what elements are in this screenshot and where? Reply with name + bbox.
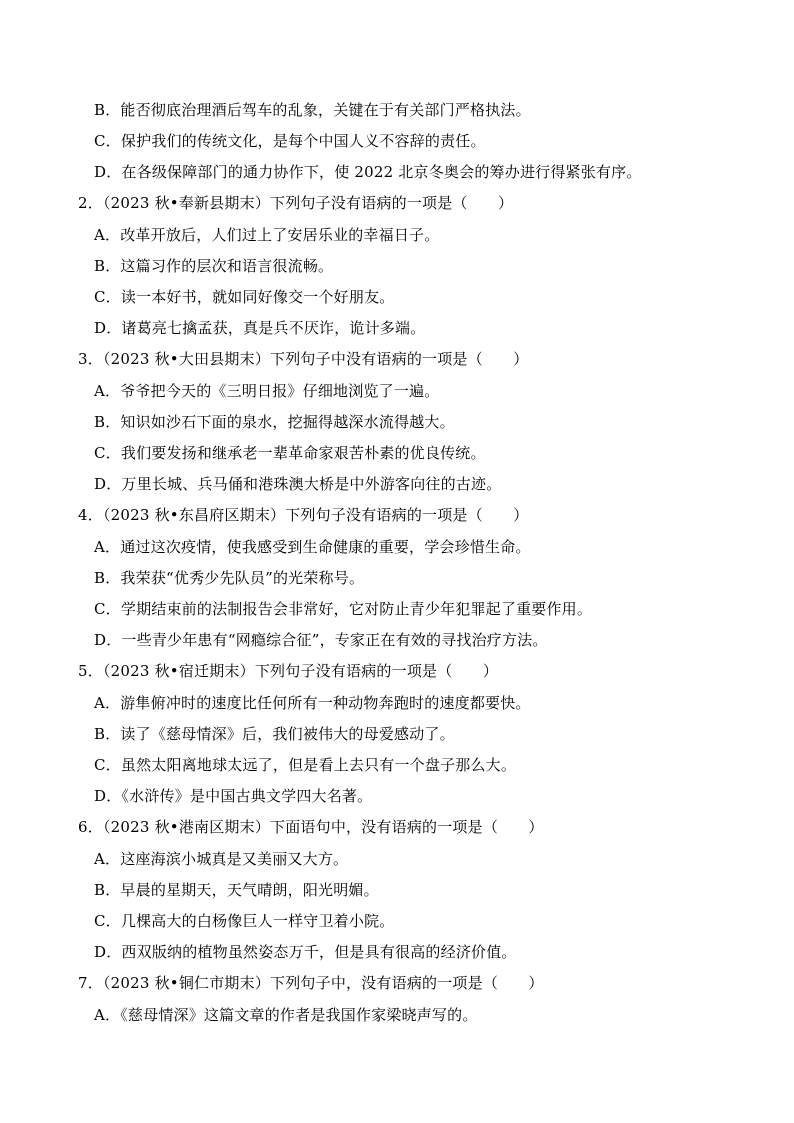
q3-option-d: D．万里长城、兵马俑和港珠澳大桥是中外游客向往的古迹。 [94,475,502,493]
q4-stem: 4．（2023 秋•东昌府区期末）下列句子没有语病的一项是（ ） [78,506,529,524]
q1-option-c: C．保护我们的传统文化，是每个中国人义不容辞的责任。 [94,132,486,150]
q5-option-b: B．读了《慈母情深》后，我们被伟大的母爱感动了。 [94,725,455,743]
q1-option-d: D．在各级保障部门的通力协作下，使 2022 北京冬奥会的筹办进行得紧张有序。 [94,163,642,181]
q6-option-d: D．西双版纳的植物虽然姿态万千，但是具有很高的经济价值。 [94,943,517,961]
q6-option-a: A．这座海滨小城真是又美丽又大方。 [94,850,349,868]
q2-option-b: B．这篇习作的层次和语言很流畅。 [94,257,334,275]
q2-option-d: D．诸葛亮七擒孟获，真是兵不厌诈，诡计多端。 [94,319,426,337]
q3-option-a: A．爷爷把今天的《三明日报》仔细地浏览了一遍。 [94,382,440,400]
q5-stem: 5．（2023 秋•宿迁期末）下列句子没有语病的一项是（ ） [78,662,499,680]
q7-option-a: A．《慈母情深》这篇文章的作者是我国作家梁晓声写的。 [94,1006,478,1024]
q1-option-b: B．能否彻底治理酒后驾车的乱象，关键在于有关部门严格执法。 [94,101,531,119]
q4-option-a: A．通过这次疫情，使我感受到生命健康的重要，学会珍惜生命。 [94,538,531,556]
q3-stem: 3．（2023 秋•大田县期末）下列句子中没有语病的一项是（ ） [78,350,529,368]
q2-option-a: A．改革开放后，人们过上了安居乐业的幸福日子。 [94,226,440,244]
q7-stem: 7．（2023 秋•铜仁市期末）下列句子中，没有语病的一项是（ ） [78,974,544,992]
q2-option-c: C．读一本好书，就如同好像交一个好朋友。 [94,288,395,306]
q5-option-d: D．《水浒传》是中国古典文学四大名著。 [94,787,373,805]
q4-option-b: B．我荣获“优秀少先队员”的光荣称号。 [94,569,365,587]
q6-option-b: B．早晨的星期天，天气晴朗，阳光明媚。 [94,881,379,899]
q3-option-c: C．我们要发扬和继承老一辈革命家艰苦朴素的优良传统。 [94,444,486,462]
q6-option-c: C．几棵高大的白杨像巨人一样守卫着小院。 [94,912,395,930]
q5-option-a: A．游隼俯冲时的速度比任何所有一种动物奔跑时的速度都要快。 [94,694,531,712]
q6-stem: 6．（2023 秋•港南区期末）下面语句中，没有语病的一项是（ ） [78,818,544,836]
q4-option-c: C．学期结束前的法制报告会非常好，它对防止青少年犯罪起了重要作用。 [94,600,593,618]
q3-option-b: B．知识如沙石下面的泉水，挖掘得越深水流得越大。 [94,413,455,431]
q2-stem: 2．（2023 秋•奉新县期末）下列句子没有语病的一项是（ ） [78,194,514,212]
q5-option-c: C．虽然太阳离地球太远了，但是看上去只有一个盘子那么大。 [94,756,517,774]
q4-option-d: D．一些青少年患有“网瘾综合征”，专家正在有效的寻找治疗方法。 [94,631,548,649]
